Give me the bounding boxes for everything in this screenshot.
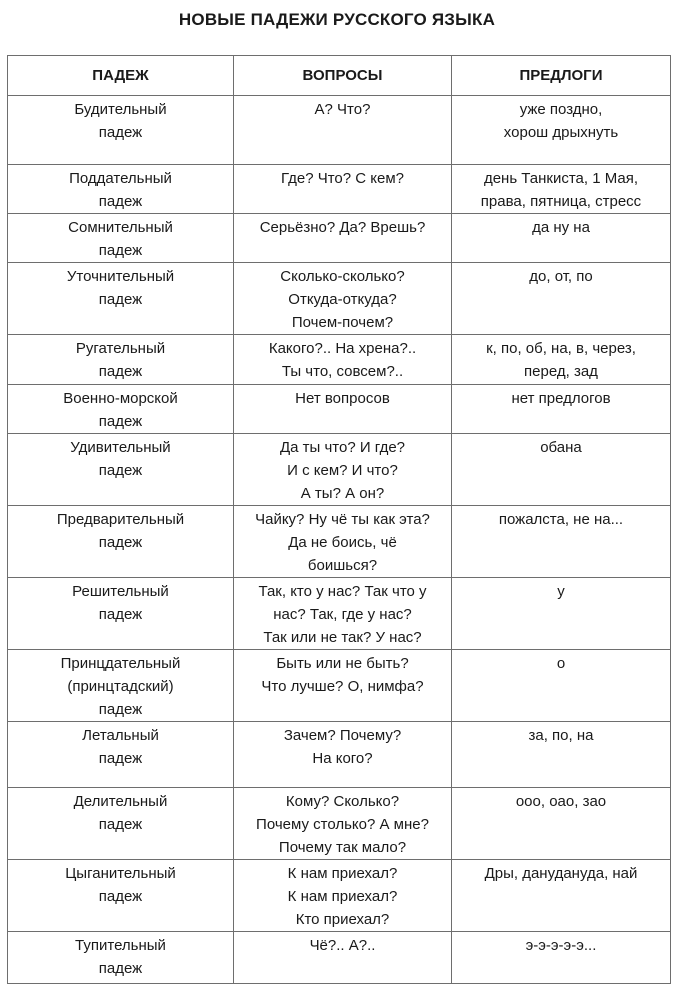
table-cell-questions bbox=[234, 434, 452, 506]
cell-line: Почем-почем? bbox=[291, 314, 394, 331]
cell-line: падеж bbox=[98, 363, 143, 380]
cell-line: падеж bbox=[98, 960, 143, 977]
table-cell-prepositions bbox=[452, 165, 671, 214]
table-cell-prepositions bbox=[452, 434, 671, 506]
table-cell-questions bbox=[234, 788, 452, 860]
table-cell-case bbox=[8, 650, 234, 722]
cell-line: Поддательный bbox=[69, 170, 172, 187]
table-cell-questions bbox=[234, 932, 452, 984]
table-cell-case bbox=[8, 165, 234, 214]
table-row bbox=[8, 650, 671, 722]
table-cell-case bbox=[8, 434, 234, 506]
cell-line: Да ты что? И где? bbox=[279, 439, 406, 456]
cell-line: На кого? bbox=[312, 750, 373, 767]
cell-line: Чё?.. А?.. bbox=[309, 937, 376, 954]
table-cell-prepositions bbox=[452, 335, 671, 385]
cell-line: Военно-морской bbox=[63, 390, 178, 407]
cell-line: права, пятница, стресс bbox=[480, 193, 642, 210]
table-row bbox=[8, 96, 671, 165]
table-cell-prepositions bbox=[452, 650, 671, 722]
table-cell-questions bbox=[234, 506, 452, 578]
cell-line: да ну на bbox=[532, 219, 590, 236]
cell-line: Быть или не быть? bbox=[276, 655, 409, 672]
cell-line: ооо, оао, зао bbox=[515, 793, 607, 810]
table-cell-questions bbox=[234, 860, 452, 932]
cell-line: падеж bbox=[98, 888, 143, 905]
cell-line: э-э-э-э-э... bbox=[525, 937, 597, 954]
cell-line: Серьёзно? Да? Врешь? bbox=[259, 219, 426, 236]
cell-line: день Танкиста, 1 Мая, bbox=[483, 170, 639, 187]
table-cell-questions bbox=[234, 335, 452, 385]
cell-line: перед, зад bbox=[524, 363, 598, 380]
cell-line: пожалста, не на... bbox=[498, 511, 624, 528]
table-cell-prepositions bbox=[452, 860, 671, 932]
cell-line: падеж bbox=[98, 413, 143, 430]
cell-line: падеж bbox=[98, 606, 143, 623]
table-row bbox=[8, 722, 671, 788]
table-cell-questions bbox=[234, 650, 452, 722]
cell-line: Ругательный bbox=[75, 340, 166, 357]
cell-line: падеж bbox=[98, 124, 143, 141]
cell-line: нас? Так, где у нас? bbox=[273, 606, 412, 623]
table-body bbox=[8, 96, 671, 984]
header-prepositions: ПРЕДЛОГИ bbox=[452, 56, 671, 96]
header-questions: ВОПРОСЫ bbox=[234, 56, 452, 96]
table-cell-case bbox=[8, 214, 234, 263]
cell-line: Кто приехал? bbox=[295, 911, 390, 928]
cell-line: Почему так мало? bbox=[278, 839, 407, 856]
cell-line: падеж bbox=[98, 291, 143, 308]
cell-line: Почему столько? А мне? bbox=[256, 816, 429, 833]
table-row bbox=[8, 335, 671, 385]
cell-line: Что лучше? О, нимфа? bbox=[261, 678, 424, 695]
cell-line: до, от, по bbox=[529, 268, 593, 285]
cell-line: Решительный bbox=[72, 583, 169, 600]
table-row bbox=[8, 506, 671, 578]
table-row bbox=[8, 578, 671, 650]
table-cell-case bbox=[8, 578, 234, 650]
cell-line: падеж bbox=[98, 193, 143, 210]
cell-line: падеж bbox=[98, 242, 143, 259]
cell-line: к, по, об, на, в, через, bbox=[486, 340, 636, 357]
table-cell-prepositions bbox=[452, 932, 671, 984]
table-cell-case bbox=[8, 96, 234, 165]
table-cell-prepositions bbox=[452, 385, 671, 434]
cell-line: Цыганительный bbox=[65, 865, 176, 882]
cell-line: падеж bbox=[98, 462, 143, 479]
table-cell-prepositions bbox=[452, 214, 671, 263]
table-cell-case bbox=[8, 932, 234, 984]
cell-line: Да не боись, чё bbox=[288, 534, 397, 551]
cell-line: за, по, на bbox=[528, 727, 594, 744]
table-cell-case bbox=[8, 788, 234, 860]
cell-line: Дры, дануданудa, най bbox=[484, 865, 638, 882]
cell-line: Нет вопросов bbox=[295, 390, 390, 407]
table-cell-questions bbox=[234, 722, 452, 788]
cell-line: Зачем? Почему? bbox=[283, 727, 402, 744]
cell-line: Чайку? Ну чё ты как эта? bbox=[255, 511, 430, 528]
table-row bbox=[8, 165, 671, 214]
cell-line: хорош дрыхнуть bbox=[503, 124, 619, 141]
table-cell-questions bbox=[234, 578, 452, 650]
table-cell-case bbox=[8, 722, 234, 788]
header-case: ПАДЕЖ bbox=[8, 56, 234, 96]
table-cell-prepositions bbox=[452, 96, 671, 165]
table-cell-questions bbox=[234, 385, 452, 434]
cell-line: Делительный bbox=[73, 793, 168, 810]
table-row bbox=[8, 263, 671, 335]
cell-line: А? Что? bbox=[314, 101, 371, 118]
table-row bbox=[8, 860, 671, 932]
cell-line: Откуда-откуда? bbox=[288, 291, 397, 308]
cell-line: у bbox=[557, 583, 565, 600]
cell-line: Принцдательный bbox=[60, 655, 181, 672]
table-cell-prepositions bbox=[452, 578, 671, 650]
table-cell-case bbox=[8, 385, 234, 434]
cell-line: Удивительный bbox=[70, 439, 171, 456]
table-row bbox=[8, 434, 671, 506]
cell-line: Так, кто у нас? Так что у bbox=[258, 583, 427, 600]
cell-line: падеж bbox=[98, 816, 143, 833]
cell-line: Какого?.. На хрена?.. bbox=[268, 340, 417, 357]
table-cell-case bbox=[8, 860, 234, 932]
cell-line: о bbox=[556, 655, 566, 672]
table-cell-case bbox=[8, 335, 234, 385]
cell-line: Где? Что? С кем? bbox=[280, 170, 404, 187]
cell-line: Будительный bbox=[74, 101, 167, 118]
cell-line: К нам приехал? bbox=[287, 865, 398, 882]
cell-line: Так или не так? У нас? bbox=[263, 629, 422, 646]
cell-line: Уточнительный bbox=[66, 268, 175, 285]
table-cell-prepositions bbox=[452, 722, 671, 788]
page-title: НОВЫЕ ПАДЕЖИ РУССКОГО ЯЗЫКА bbox=[178, 10, 496, 29]
cell-line: Сомнительный bbox=[68, 219, 173, 236]
table-cell-prepositions bbox=[452, 263, 671, 335]
cases-table bbox=[7, 55, 671, 984]
cell-line: (принцтадский) bbox=[67, 678, 174, 695]
cell-line: падеж bbox=[98, 701, 143, 718]
cell-line: Ты что, совсем?.. bbox=[281, 363, 404, 380]
cell-line: И с кем? И что? bbox=[287, 462, 398, 479]
table-cell-case bbox=[8, 263, 234, 335]
table-row bbox=[8, 788, 671, 860]
header-row bbox=[8, 56, 671, 96]
cell-line: К нам приехал? bbox=[287, 888, 398, 905]
table-cell-prepositions bbox=[452, 788, 671, 860]
cell-line: нет предлогов bbox=[511, 390, 611, 407]
table-cell-prepositions bbox=[452, 506, 671, 578]
table-cell-questions bbox=[234, 214, 452, 263]
table-cell-questions bbox=[234, 263, 452, 335]
table-cell-questions bbox=[234, 96, 452, 165]
cell-line: обана bbox=[540, 439, 582, 456]
cell-line: Тупительный bbox=[75, 937, 166, 954]
cell-line: Кому? Сколько? bbox=[285, 793, 400, 810]
table-cell-questions bbox=[234, 165, 452, 214]
table-cell-case bbox=[8, 506, 234, 578]
table-row bbox=[8, 932, 671, 984]
table-row bbox=[8, 214, 671, 263]
cell-line: боишься? bbox=[307, 557, 378, 574]
cell-line: Сколько-сколько? bbox=[280, 268, 405, 285]
cell-line: А ты? А он? bbox=[300, 485, 385, 502]
cell-line: падеж bbox=[98, 750, 143, 767]
cell-line: падеж bbox=[98, 534, 143, 551]
cell-line: уже поздно, bbox=[519, 101, 603, 118]
table-row bbox=[8, 385, 671, 434]
cell-line: Предварительный bbox=[56, 511, 185, 528]
cell-line: Летальный bbox=[82, 727, 159, 744]
